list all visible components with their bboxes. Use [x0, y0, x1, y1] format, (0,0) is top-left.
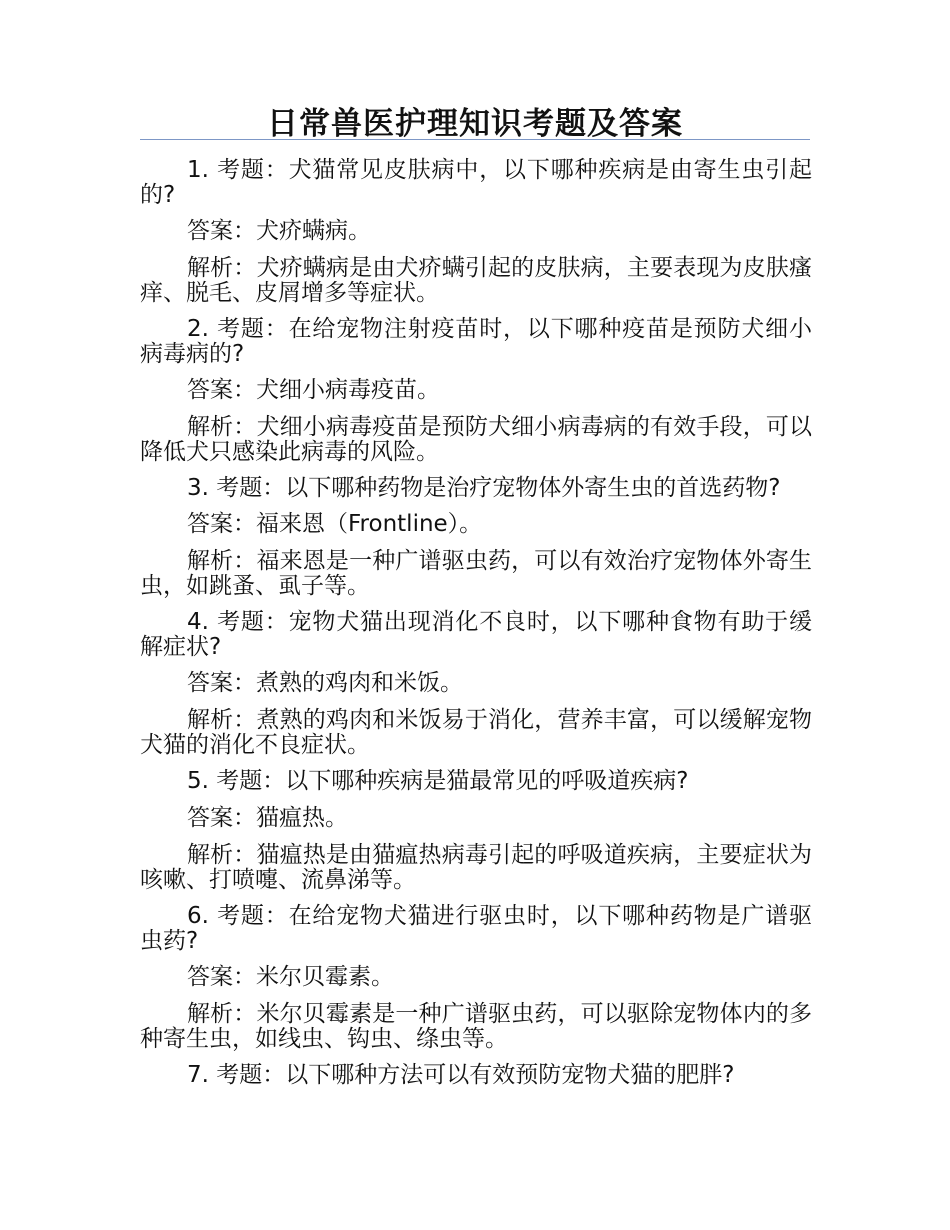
question-7: 7. 考题：以下哪种方法可以有效预防宠物犬猫的肥胖? — [187, 1062, 735, 1088]
answer-5: 答案：猫瘟热。 — [187, 805, 348, 831]
answer-6: 答案：米尔贝霉素。 — [187, 964, 394, 990]
explanation-1: 解析：犬疥螨病是由犬疥螨引起的皮肤病，主要表现为皮肤瘙痒、脱毛、皮屑增多等症状。 — [140, 255, 812, 306]
question-2: 2. 考题：在给宠物注射疫苗时，以下哪种疫苗是预防犬细小病毒病的? — [140, 316, 812, 367]
question-5: 5. 考题：以下哪种疾病是猫最常见的呼吸道疾病? — [187, 768, 689, 794]
question-1: 1. 考题：犬猫常见皮肤病中，以下哪种疾病是由寄生虫引起的? — [140, 157, 812, 208]
answer-2: 答案：犬细小病毒疫苗。 — [187, 377, 440, 403]
document-body — [140, 158, 812, 1100]
document-title: 日常兽医护理知识考题及答案 — [267, 106, 683, 142]
explanation-3: 解析：福来恩是一种广谱驱虫药，可以有效治疗宠物体外寄生虫，如跳蚤、虱子等。 — [140, 548, 812, 599]
title-underline — [140, 139, 810, 140]
explanation-6: 解析：米尔贝霉素是一种广谱驱虫药，可以驱除宠物体内的多种寄生虫，如线虫、钩虫、绦虫等。 — [140, 1001, 812, 1052]
question-3: 3. 考题：以下哪种药物是治疗宠物体外寄生虫的首选药物? — [187, 475, 781, 501]
question-4: 4. 考题：宠物犬猫出现消化不良时，以下哪种食物有助于缓解症状? — [140, 609, 812, 660]
answer-4: 答案：煮熟的鸡肉和米饭。 — [187, 670, 463, 696]
answer-1: 答案：犬疥螨病。 — [187, 218, 371, 244]
explanation-2: 解析：犬细小病毒疫苗是预防犬细小病毒病的有效手段，可以降低犬只感染此病毒的风险。 — [140, 414, 812, 465]
question-6: 6. 考题：在给宠物犬猫进行驱虫时，以下哪种药物是广谱驱虫药? — [140, 903, 812, 954]
answer-3: 答案：福来恩（Frontline）。 — [187, 511, 483, 537]
explanation-4: 解析：煮熟的鸡肉和米饭易于消化，营养丰富，可以缓解宠物犬猫的消化不良症状。 — [140, 707, 812, 758]
explanation-5: 解析：猫瘟热是由猫瘟热病毒引起的呼吸道疾病，主要症状为咳嗽、打喷嚏、流鼻涕等。 — [140, 842, 812, 893]
